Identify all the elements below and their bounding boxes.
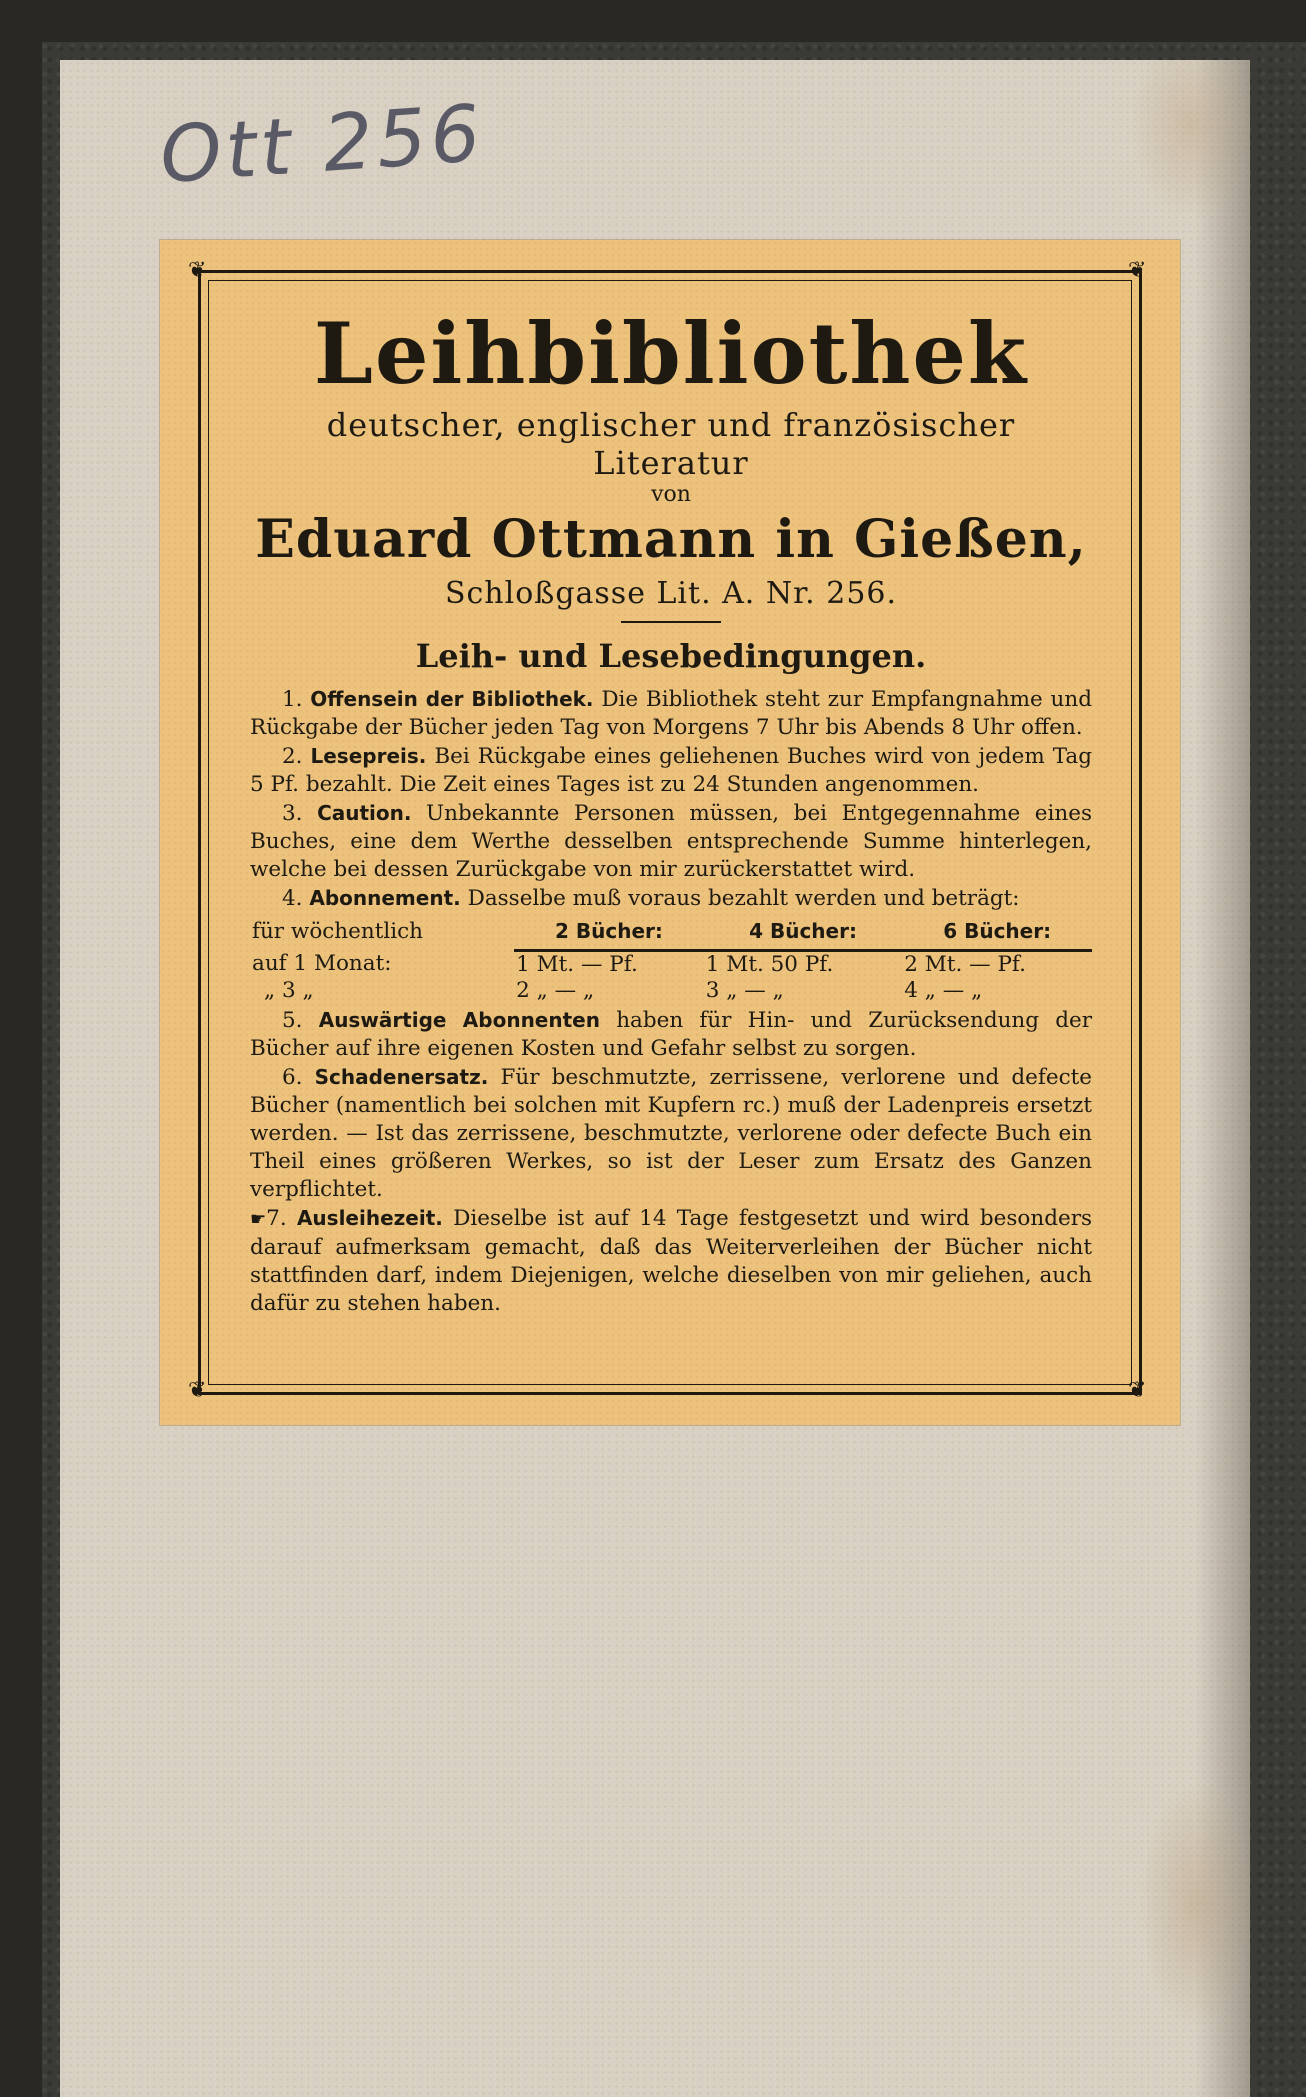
price-cell: 1 Mt. — Pf. [516, 952, 638, 977]
price-cell: auf 1 Monat: [252, 951, 392, 977]
corner-ornament-icon: ❦ [188, 258, 207, 283]
corner-ornament-icon: ❦ [188, 1378, 207, 1403]
label-subtitle: deutscher, englischer und französischer Literatur [326, 406, 1016, 482]
rule-item: 3. Caution. Unbekannte Personen müssen, bei Entgegennahme eines Buches, eine dem Werthe desselben entsprechende Summe hinterlegen, welche bei dessen Zurückgabe von mir zurückerstattet wird. [250, 801, 1092, 882]
stain [1140, 1780, 1250, 2030]
corner-ornament-icon: ❦ [1128, 1378, 1147, 1403]
rule-item: 5. Auswärtige Abonnenten haben für Hin- und Zurücksendung der Bücher auf ihre eigenen Kosten und Gefahr selbst zu sorgen. [250, 1008, 1092, 1061]
price-header: 2 Bücher: [514, 915, 704, 951]
price-cell: 2 Mt. — Pf. [904, 952, 1026, 977]
label-title: Leihbibliothek [313, 304, 1029, 403]
price-cell: 3 „ — „ [705, 978, 784, 1003]
rule-item: 6. Schadenersatz. Für beschmutzte, zerrissene, verlorene und defecte Bücher (namentlich bei solchen mit Kupfern rc.) muß der Ladenpreis ersetzt werden. — Ist das zerrissene, beschmutzte, verlorene oder defecte Buch ein Theil eines größeren Werkes, so ist der Leser zum Ersatz des Ganzen verpflichtet. [250, 1065, 1092, 1202]
price-row [250, 978, 1092, 1004]
price-header: 6 Bücher: [902, 915, 1092, 951]
price-cell: 2 „ — „ [516, 978, 595, 1003]
rules-list [250, 685, 1092, 1318]
price-header-row [250, 915, 1092, 951]
label-owner: Eduard Ottmann in Gießen, [255, 509, 1087, 570]
handwritten-shelfmark: Ott 256 [157, 88, 487, 202]
price-table [250, 915, 1092, 1004]
stain [1130, 60, 1250, 220]
price-row [250, 951, 1092, 979]
price-cell: 4 „ — „ [904, 978, 983, 1003]
price-cell: 1 Mt. 50 Pf. [705, 952, 834, 977]
rule-item: ☛7. Ausleihezeit. Dieselbe ist auf 14 Tage festgesetzt und wird besonders darauf aufmerksam gemacht, daß das Weiterverleihen der Bücher nicht stattfinden darf, indem Diejenigen, welche dieselben von mir geliehen, auch dafür zu stehen haben. [250, 1206, 1092, 1316]
divider [621, 621, 721, 623]
rule-item: 2. Lesepreis. Bei Rückgabe eines geliehenen Buches wird von jedem Tag 5 Pf. bezahlt. Die Zeit eines Tages ist zu 24 Stunden angenommen. [250, 744, 1092, 797]
label-von: von [651, 482, 691, 507]
price-cell: „ 3 „ [264, 978, 314, 1003]
conditions-heading: Leih- und Lesebedingungen. [415, 637, 927, 675]
label-address: Schloßgasse Lit. A. Nr. 256. [444, 576, 898, 611]
label-content [250, 300, 1092, 1318]
pointing-hand-icon: ☛ [250, 1209, 267, 1230]
rule-item: 1. Offensein der Bibliothek. Die Bibliothek steht zur Empfangnahme und Rückgabe der Bücher jeden Tag von Morgens 7 Uhr bis Abends 8 Uhr offen. [250, 687, 1093, 740]
price-header: 4 Bücher: [704, 915, 903, 951]
corner-ornament-icon: ❦ [1128, 258, 1147, 283]
library-label [160, 240, 1180, 1425]
rule-item: 4. Abonnement. Dasselbe muß voraus bezahlt werden und beträgt: [282, 886, 1020, 911]
price-header: für wöchentlich [252, 919, 424, 945]
